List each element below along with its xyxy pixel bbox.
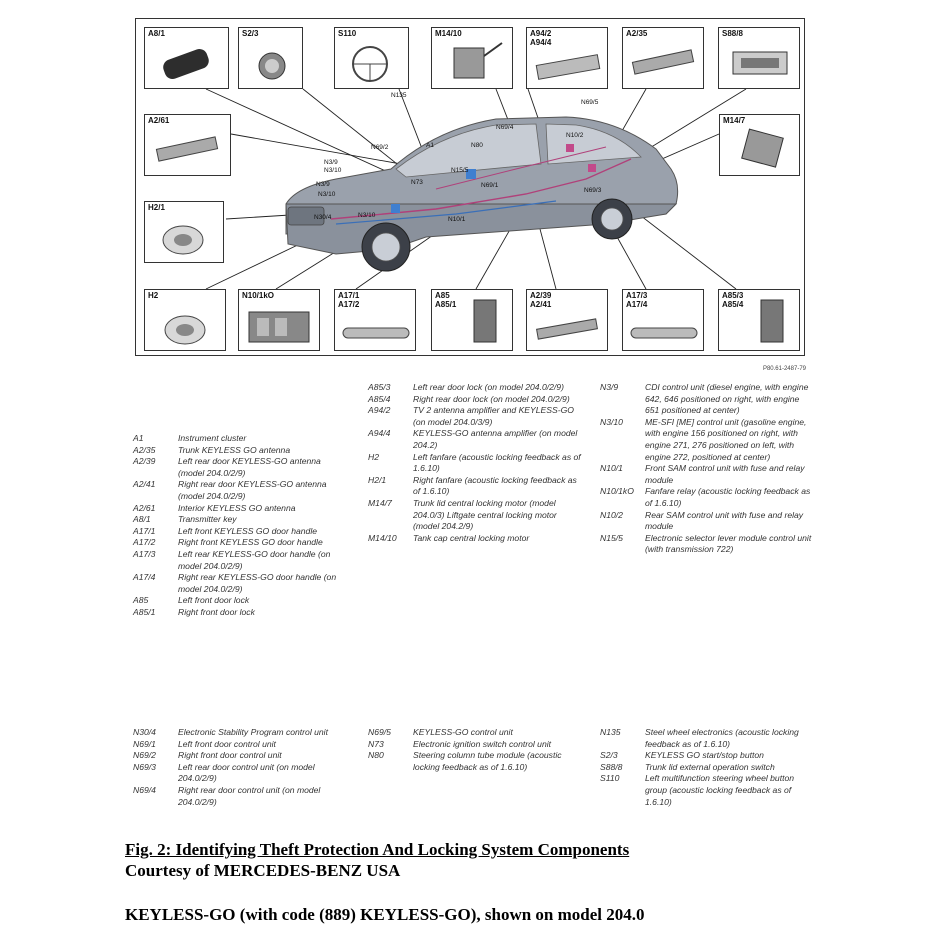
legend-column-1: [133, 433, 343, 619]
legend-description: Right rear KEYLESS-GO door handle (on model 204.0/2/9): [178, 572, 337, 594]
legend-code: H2/1: [368, 474, 387, 485]
legend-description: Front SAM control unit with fuse and relay module: [645, 463, 805, 485]
legend-code: A85/4: [368, 393, 391, 404]
legend-code: A94/4: [368, 428, 391, 439]
trunk-switch-icon: [719, 28, 801, 90]
legend-code: N69/1: [133, 738, 156, 749]
legend-entry: [133, 503, 343, 515]
component-label: H2/1: [148, 203, 165, 212]
legend-description: Trunk KEYLESS GO antenna: [178, 444, 291, 455]
component-box-a17-1: [334, 289, 416, 351]
transmitter-key-icon: [145, 28, 230, 90]
component-label: S2/3: [242, 29, 259, 38]
legend-description: Left front door control unit: [178, 738, 276, 749]
legend-description: KEYLESS-GO control unit: [413, 727, 513, 737]
steering-wheel-icon: [335, 28, 410, 90]
legend-entry: [133, 750, 343, 762]
legend-code: A85: [133, 595, 149, 606]
legend-entry: [368, 475, 583, 498]
component-label: A85 A85/1: [435, 291, 457, 309]
component-box-a94: [526, 27, 608, 89]
legend-code: A2/61: [133, 502, 156, 513]
courtesy-line: Courtesy of MERCEDES-BENZ USA: [125, 861, 401, 880]
legend-description: Trunk lid central locking motor (model 204.0/3) Liftgate central locking motor (model 204.2/9): [413, 497, 557, 532]
legend-entry: [600, 773, 815, 808]
legend-code: N15/5: [600, 532, 623, 543]
figure-title: Fig. 2: Identifying Theft Protection And Locking System Components: [125, 840, 630, 859]
car-illustration: [286, 117, 678, 271]
car-callout-label: N10/1: [448, 216, 466, 223]
car-callout-label: N80: [471, 142, 483, 149]
car-callout-label: N69/1: [481, 182, 499, 189]
interior-antenna-icon: [145, 115, 232, 177]
component-box-a2-39: [526, 289, 608, 351]
legend-description: Left rear door KEYLESS-GO antenna (model 204.0/2/9): [178, 456, 321, 478]
legend-entry: [133, 572, 343, 595]
legend-description: Steel wheel electronics (acoustic locking feedback as of 1.6.10): [645, 727, 799, 749]
component-box-a17-3: [622, 289, 704, 351]
legend-code: M14/10: [368, 532, 397, 543]
legend-code: A2/41: [133, 479, 156, 490]
legend-code: A17/3: [133, 548, 156, 559]
car-callout-label: N69/2: [371, 144, 389, 151]
car-callout-label: N30/4: [314, 214, 332, 221]
legend-entry: [368, 498, 583, 533]
legend-entry: [133, 762, 343, 785]
legend-entry: [600, 486, 815, 509]
legend-description: Right front door lock: [178, 606, 255, 617]
component-label: A17/1 A17/2: [338, 291, 360, 309]
legend-entry: [133, 433, 343, 445]
legend-entry: [133, 537, 343, 549]
legend-description: Left multifunction steering wheel button group (acoustic locking feedback as of 1.6.10): [645, 773, 795, 807]
legend-entry: [600, 750, 815, 762]
component-box-a8-1: [144, 27, 229, 89]
door-antenna-icon: [527, 290, 609, 352]
component-box-s88-8: [718, 27, 800, 89]
component-box-a2-35: [622, 27, 704, 89]
component-box-m14-10: [431, 27, 513, 89]
legend-entry: [133, 456, 343, 479]
component-label: H2: [148, 291, 159, 300]
legend-code: A85/3: [368, 382, 391, 392]
car-callout-label: N69/3: [584, 187, 602, 194]
component-label: A2/39 A2/41: [530, 291, 552, 309]
legend-entry: [600, 510, 815, 533]
start-stop-button-icon: [239, 28, 304, 90]
legend-entry: [368, 727, 583, 739]
legend-description: Interior KEYLESS GO antenna: [178, 502, 296, 513]
legend-code: N10/1kO: [600, 486, 634, 497]
component-label: A2/35: [626, 29, 648, 38]
legend-code: N69/5: [368, 727, 391, 737]
legend-entry: [133, 607, 343, 619]
car-callout-label: N135: [391, 92, 407, 99]
component-box-a85: [431, 289, 513, 351]
legend-entry: [600, 762, 815, 774]
car-callout-label: N3/10: [358, 212, 376, 219]
legend-description: Right rear door control unit (on model 204.0/2/9): [178, 784, 321, 807]
trunk-lock-motor-icon: [720, 115, 801, 177]
legend-code: A2/39: [133, 456, 156, 467]
legend-code: N73: [368, 738, 384, 749]
legend-description: Steering column tube module (acoustic locking feedback as of 1.6.10): [413, 750, 562, 772]
component-box-m14-7: [719, 114, 800, 176]
legend-description: Left fanfare (acoustic locking feedback as of 1.6.10): [413, 451, 581, 474]
component-label: A2/61: [148, 116, 170, 125]
legend-description: Left rear door lock (on model 204.0/2/9): [413, 382, 564, 392]
legend-code: A1: [133, 433, 144, 443]
legend-code: N3/9: [600, 382, 619, 392]
legend-entry: [600, 727, 815, 750]
legend-description: ME-SFI [ME] control unit (gasoline engine, with engine 156 positioned on right, with engine 271, 276 positioned on left, with engine 272, positioned at center): [645, 416, 807, 462]
legend-description: Left rear door control unit (on model 204.0/2/9): [178, 761, 315, 784]
component-label: A94/2 A94/4: [530, 29, 552, 47]
legend-entry: [368, 405, 583, 428]
car-callout-label: A1: [426, 142, 434, 149]
legend-code: A94/2: [368, 405, 391, 416]
figure-reference: P80.61-2487-79: [762, 366, 806, 372]
tank-cap-motor-icon: [432, 28, 514, 90]
section-subtitle: KEYLESS-GO (with code (889) KEYLESS-GO), shown on model 204.0: [125, 905, 645, 924]
legend-code: S2/3: [600, 750, 618, 761]
component-box-h2-1: [144, 201, 224, 263]
legend-description: Tank cap central locking motor: [413, 532, 530, 543]
legend-code: A2/35: [133, 444, 156, 455]
legend-description: Fanfare relay (acoustic locking feedback as of 1.6.10): [645, 486, 811, 508]
legend-entry: [368, 428, 583, 451]
legend-code: H2: [368, 451, 379, 462]
legend-entry: [133, 595, 343, 607]
legend-entry: [368, 533, 583, 545]
legend-entry: [368, 394, 583, 406]
legend-description: Right fanfare (acoustic locking feedback as of 1.6.10): [413, 474, 577, 497]
car-callout-label: N3/10: [324, 167, 342, 174]
car-callout-label: N69/5: [581, 99, 599, 106]
legend-description: Trunk lid external operation switch: [645, 761, 775, 772]
component-label: M14/10: [435, 29, 462, 38]
legend-description: TV 2 antenna amplifier and KEYLESS-GO (on model 204.0/3/9): [413, 405, 574, 427]
car-callout-label: N15/5: [451, 167, 469, 174]
trunk-antenna-icon: [623, 28, 705, 90]
legend-code: A8/1: [133, 514, 151, 525]
legend-entry: [133, 785, 343, 808]
legend-code: N3/10: [600, 416, 623, 427]
component-label: N10/1kO: [242, 291, 275, 300]
door-lock-icon: [432, 290, 514, 352]
legend-description: Left rear KEYLESS-GO door handle (on model 204.0/2/9): [178, 548, 331, 571]
car-callout-label: N3/9: [324, 159, 338, 166]
legend-description: Right front door control unit: [178, 750, 282, 761]
door-lock-icon: [719, 290, 801, 352]
legend-description: Right rear door lock (on model 204.0/2/9): [413, 393, 570, 404]
legend-code: A17/4: [133, 572, 156, 583]
legend-entry: [600, 382, 815, 417]
legend-column-2: [368, 382, 583, 544]
legend-entry: [600, 463, 815, 486]
fanfare-horn-icon: [145, 202, 225, 264]
legend-description: Instrument cluster: [178, 433, 247, 443]
legend-description: Right front KEYLESS GO door handle: [178, 537, 323, 548]
legend-entry: [600, 533, 815, 556]
fanfare-relay-icon: [239, 290, 321, 352]
component-label: A8/1: [148, 29, 165, 38]
legend-code: N69/4: [133, 784, 156, 795]
component-box-a2-61: [144, 114, 231, 176]
legend-description: Electronic selector lever module control unit (with transmission 722): [645, 532, 812, 555]
legend-description: Right rear door KEYLESS-GO antenna (model 204.0/2/9): [178, 479, 327, 501]
legend-code: M14/7: [368, 497, 392, 508]
legend-entry: [368, 750, 583, 773]
component-label: A17/3 A17/4: [626, 291, 648, 309]
car-callout-label: N10/2: [566, 132, 584, 139]
car-callout-label: N73: [411, 179, 423, 186]
legend-description: Left front door lock: [178, 595, 250, 606]
legend-code: N30/4: [133, 727, 156, 737]
legend-entry: [600, 417, 815, 463]
legend-code: N135: [600, 727, 621, 737]
legend-column-4: [133, 727, 343, 808]
door-handle-icon: [335, 290, 417, 352]
legend-entry: [368, 452, 583, 475]
legend-entry: [368, 382, 583, 394]
car-callout-label: N3/10: [318, 191, 336, 198]
legend-description: Electronic ignition switch control unit: [413, 738, 552, 749]
legend-description: CDI control unit (diesel engine, with engine 642, 646 positioned on right, with engine 651 positioned at center): [645, 382, 809, 416]
legend-code: N10/1: [600, 463, 623, 474]
legend-entry: [133, 526, 343, 538]
door-handle-icon: [623, 290, 705, 352]
legend-description: Rear SAM control unit with fuse and relay module: [645, 509, 804, 532]
legend-description: KEYLESS-GO antenna amplifier (on model 204.2): [413, 428, 578, 450]
legend-entry: [133, 514, 343, 526]
component-label: S88/8: [722, 29, 743, 38]
legend-column-6: [600, 727, 815, 808]
legend-entry: [368, 739, 583, 751]
component-label: M14/7: [723, 116, 746, 125]
legend-description: KEYLESS GO start/stop button: [645, 750, 764, 761]
legend-entry: [133, 549, 343, 572]
legend-column-3: [600, 382, 815, 556]
legend-code: A17/2: [133, 537, 156, 548]
component-box-a85-3: [718, 289, 800, 351]
legend-code: S110: [600, 773, 620, 784]
legend-code: N69/2: [133, 750, 156, 761]
antenna-amplifier-icon: [527, 28, 609, 90]
component-diagram: [135, 18, 805, 356]
component-label: A85/3 A85/4: [722, 291, 744, 309]
legend-code: N10/2: [600, 509, 623, 520]
component-box-s110: [334, 27, 409, 89]
car-callout-label: N3/9: [316, 181, 330, 188]
legend-code: A17/1: [133, 525, 156, 536]
legend-entry: [133, 739, 343, 751]
fanfare-horn-icon: [145, 290, 227, 352]
legend-code: S88/8: [600, 761, 623, 772]
legend-description: Electronic Stability Program control unit: [178, 727, 328, 737]
legend-code: N69/3: [133, 761, 156, 772]
component-box-n10-1ko: [238, 289, 320, 351]
legend-entry: [133, 445, 343, 457]
legend-description: Left front KEYLESS GO door handle: [178, 525, 318, 536]
car-callout-label: N69/4: [496, 124, 514, 131]
component-label: S110: [338, 29, 357, 38]
component-box-s2-3: [238, 27, 303, 89]
legend-entry: [133, 727, 343, 739]
component-box-h2: [144, 289, 226, 351]
legend-code: N80: [368, 750, 384, 761]
legend-description: Transmitter key: [178, 514, 237, 525]
legend-entry: [133, 479, 343, 502]
legend-code: A85/1: [133, 606, 156, 617]
legend-column-5: [368, 727, 583, 773]
